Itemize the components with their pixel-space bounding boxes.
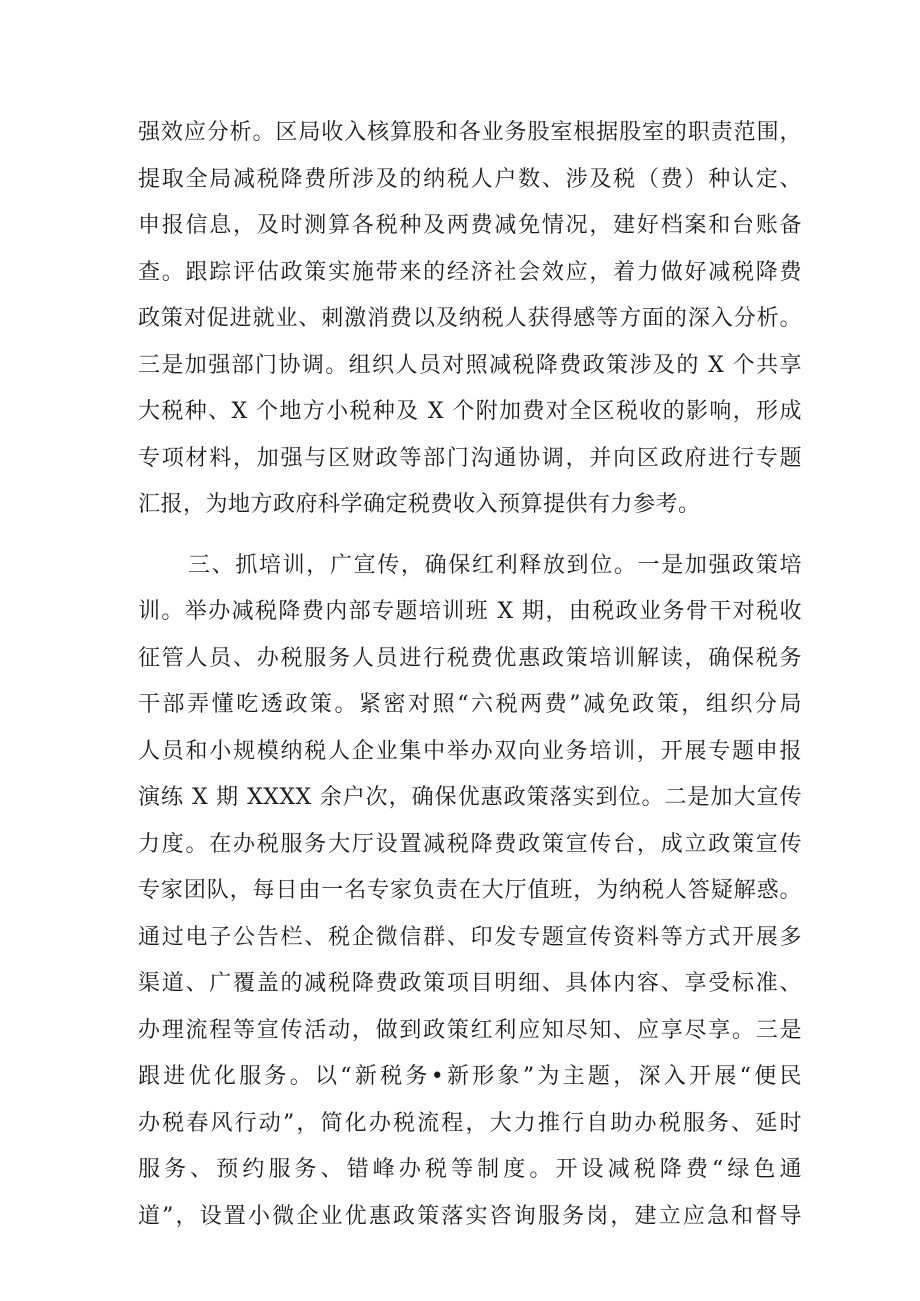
text-line: 通过电子公告栏、税企微信群、印发专题宣传资料等方式开展多 [138,924,802,950]
text-line: 渠道、广覆盖的减税降费政策项目明细、具体内容、享受标准、 [138,971,802,996]
text-line: 办理流程等宣传活动，做到政策红利应知尽知、应享尽享。三是 [138,1017,802,1043]
paragraph-training-publicity [138,543,802,1241]
text-line: 专项材料，加强与区财政等部门沟通协调，并向区政府进行专题 [138,445,802,471]
text-line: 征管人员、办税服务人员进行税费优惠政策培训解读，确保税务 [138,645,802,671]
text-line: 申报信息，及时测算各税种及两费减免情况，建好档案和台账备 [138,213,802,238]
text-line: 干部弄懂吃透政策。紧密对照“六税两费”减免政策，组织分局 [138,692,802,717]
text-line: 力度。在办税服务大厅设置减税降费政策宣传台，成立政策宣传 [138,831,802,857]
text-line: 服务、预约服务、错峰办税等制度。开设减税降费“绿色通 [138,1157,802,1182]
paragraph-spacer [138,529,802,543]
text-line: 强效应分析。区局收入核算股和各业务股室根据股室的职责范围， [138,120,802,145]
text-line: 查。跟踪评估政策实施带来的经济社会效应，着力做好减税降费 [138,259,802,285]
text-line: 提取全局减税降费所涉及的纳税人户数、涉及税（费）种认定、 [138,166,802,192]
text-line: 办税春风行动”，简化办税流程，大力推行自助办税服务、延时 [138,1110,802,1136]
text-line: 训。举办减税降费内部专题培训班 X 期，由税政业务骨干对税收 [138,599,802,624]
text-line: 三是加强部门协调。组织人员对照减税降费政策涉及的 X 个共享 [138,352,802,378]
text-line: 跟进优化服务。以“新税务•新形象”为主题，深入开展“便民 [138,1064,802,1089]
text-line: 大税种、X 个地方小税种及 X 个附加费对全区税收的影响，形成 [138,399,802,424]
text-line: 汇报，为地方政府科学确定税费收入预算提供有力参考。 [138,492,701,517]
text-line: 政策对促进就业、刺激消费以及纳税人获得感等方面的深入分析。 [138,306,802,331]
text-line: 人员和小规模纳税人企业集中举办双向业务培训，开展专题申报 [138,738,802,764]
paragraph-tax-analysis [138,110,802,529]
text-line: 专家团队，每日由一名专家负责在大厅值班，为纳税人答疑解惑。 [138,878,802,903]
text-line: 道”，设置小微企业优惠政策落实咨询服务岗，建立应急和督导 [138,1203,802,1229]
document-body [138,110,802,1240]
text-line: 演练 X 期 XXXX 余户次，确保优惠政策落实到位。二是加大宣传 [138,785,802,810]
text-line: 三、抓培训，广宣传，确保红利释放到位。一是加强政策培 [188,552,802,578]
